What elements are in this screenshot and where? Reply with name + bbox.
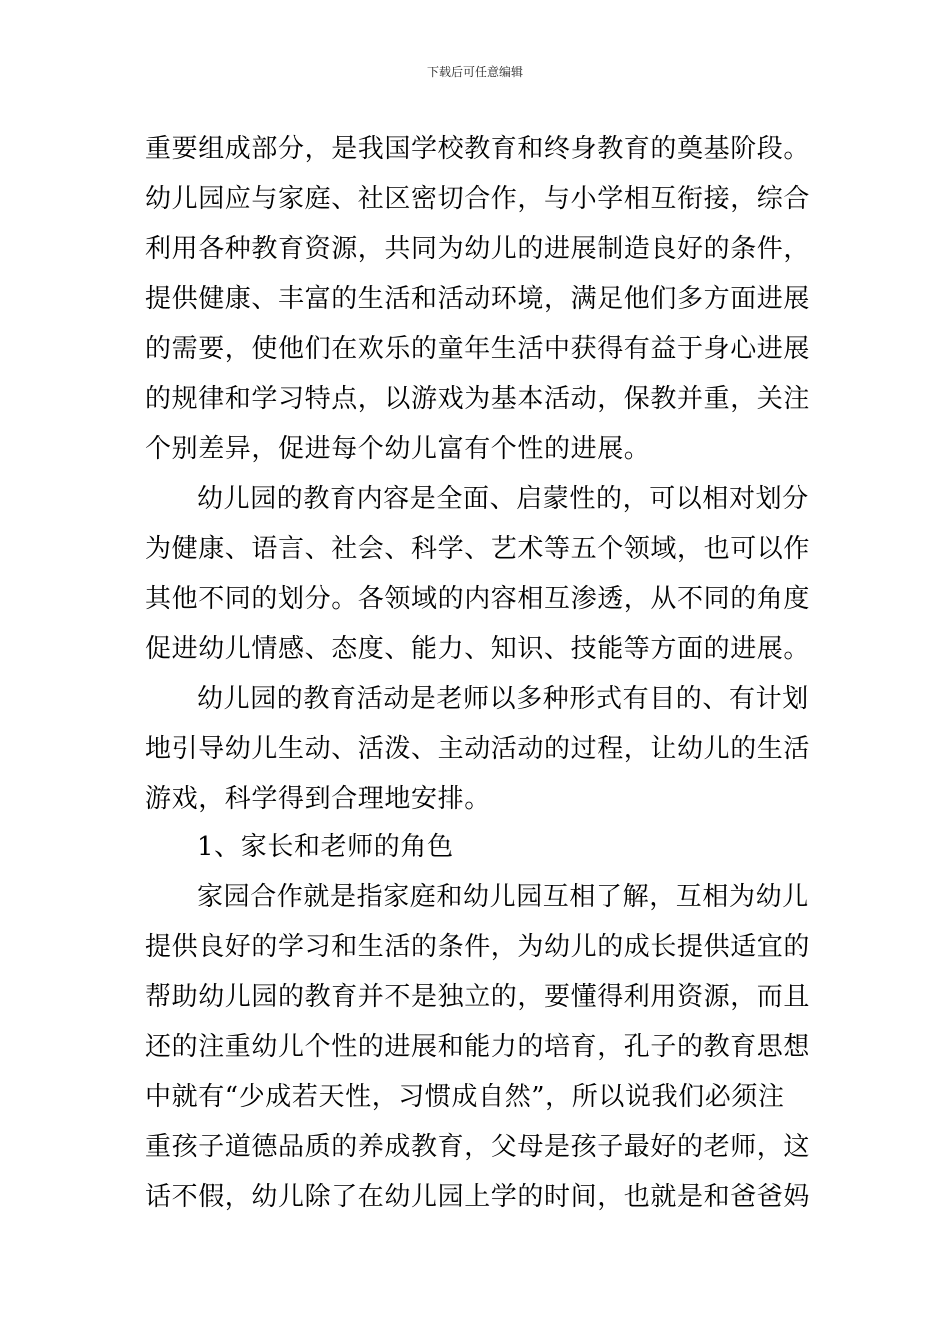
text-line: 个别差异，促进每个幼儿富有个性的进展。 [145,434,651,464]
text-line: 中就有“少成若天性，习惯成自然”，所以说我们必须注 [145,1082,785,1112]
text-line: 游戏，科学得到合理地安排。 [145,784,491,814]
text-line: 地引导幼儿生动、活泼、主动活动的过程，让幼儿的生活 [145,734,811,764]
text-line: 还的注重幼儿个性的进展和能力的培育，孔子的教育思想 [145,1032,811,1062]
text-line: 的规律和学习特点，以游戏为基本活动，保教并重，关注 [145,384,811,414]
text-line: 帮助幼儿园的教育并不是独立的，要懂得利用资源，而且 [145,982,811,1012]
text-line: 幼儿园应与家庭、社区密切合作，与小学相互衔接，综合 [145,184,811,214]
text-line: 重孩子道德品质的养成教育，父母是孩子最好的老师，这 [145,1132,811,1162]
text-line: 促进幼儿情感、态度、能力、知识、技能等方面的进展。 [145,634,811,664]
section-heading: 1、家长和老师的角色 [197,832,454,862]
text-line: 为健康、语言、社会、科学、艺术等五个领域，也可以作 [145,534,811,564]
text-line: 的需要，使他们在欢乐的童年生活中获得有益于身心进展 [145,334,811,364]
paragraph-first-line: 家园合作就是指家庭和幼儿园互相了解，互相为幼儿 [197,882,809,912]
text-line: 提供良好的学习和生活的条件，为幼儿的成长提供适宜的 [145,932,811,962]
page-header: 下载后可任意编辑 [426,65,523,79]
text-line: 其他不同的划分。各领域的内容相互渗透，从不同的角度 [145,584,811,614]
text-line: 利用各种教育资源，共同为幼儿的进展制造良好的条件， [145,234,811,264]
paragraph-first-line: 幼儿园的教育内容是全面、启蒙性的，可以相对划分 [197,484,809,514]
text-line: 重要组成部分，是我国学校教育和终身教育的奠基阶段。 [145,134,811,164]
text-line: 话不假，幼儿除了在幼儿园上学的时间，也就是和爸爸妈 [145,1182,811,1212]
paragraph-first-line: 幼儿园的教育活动是老师以多种形式有目的、有计划 [197,684,809,714]
text-line: 提供健康、丰富的生活和活动环境，满足他们多方面进展 [145,284,811,314]
